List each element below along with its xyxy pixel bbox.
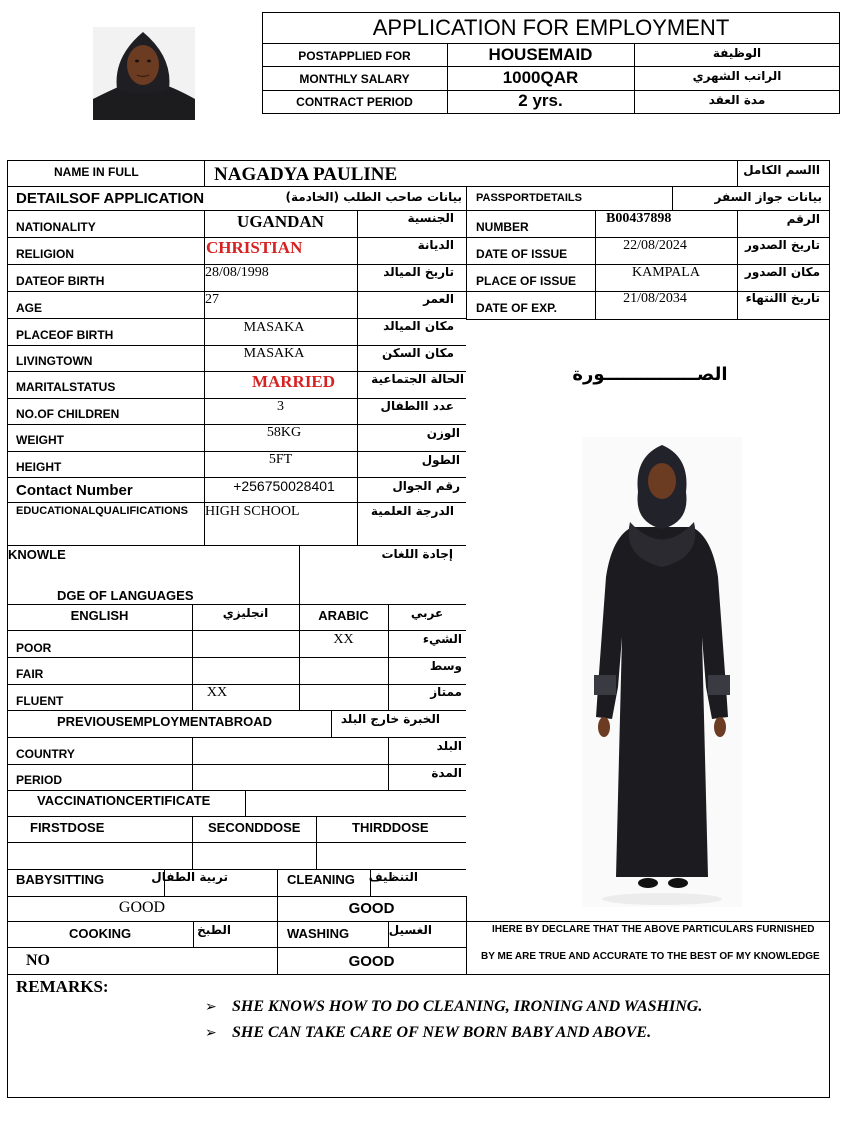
- cooking-label: COOKING: [69, 926, 132, 941]
- living-town-value: MASAKA: [243, 346, 305, 361]
- passport-header-arabic: بيانات جواز السفر: [714, 190, 822, 204]
- passport-expiry-value: 21/08/2034: [623, 291, 687, 306]
- english-column-label: ENGLISH: [70, 608, 129, 623]
- vaccination-second-dose: SECONDDOSE: [208, 820, 301, 835]
- passport-issue-place-label: PLACE OF ISSUE: [476, 274, 577, 288]
- nationality-value: UGANDAN: [237, 212, 324, 231]
- arabic-column-arabic: عربي: [410, 606, 444, 620]
- dob-value: 28/08/1998: [205, 265, 269, 280]
- cooking-value: NO: [26, 952, 50, 969]
- place-of-birth-value: MASAKA: [243, 320, 305, 335]
- name-arabic: االسم الكامل: [743, 163, 820, 177]
- declaration-line2: BY ME ARE TRUE AND ACCURATE TO THE BEST OF MY KNOWLEDGE: [481, 951, 820, 962]
- cleaning-label: CLEANING: [287, 872, 355, 887]
- employment-country-label: COUNTRY: [16, 747, 75, 761]
- vaccination-third-dose: THIRDDOSE: [352, 820, 429, 835]
- cleaning-arabic: التنظيف: [368, 870, 418, 884]
- cleaning-value: GOOD: [348, 900, 395, 917]
- monthly-salary-label: MONTHLY SALARY: [299, 72, 410, 86]
- children-label: NO.OF CHILDREN: [16, 407, 120, 421]
- education-value: HIGH SCHOOL: [205, 504, 300, 519]
- babysitting-value: GOOD: [118, 899, 166, 916]
- religion-label: RELIGION: [16, 247, 75, 261]
- vaccination-title: VACCINATIONCERTIFICATE: [37, 793, 211, 808]
- remarks-item: SHE KNOWS HOW TO DO CLEANING, IRONING AND WASHING.: [232, 998, 703, 1015]
- remarks-label: REMARKS:: [16, 977, 109, 996]
- age-label: AGE: [16, 301, 43, 315]
- monthly-salary-arabic: الراتب الشهري: [692, 69, 782, 83]
- lang-poor-arabic-mark: XX: [333, 632, 354, 647]
- vaccination-first-dose: FIRSTDOSE: [30, 820, 105, 835]
- form-title: APPLICATION FOR EMPLOYMENT: [372, 15, 730, 40]
- details-header-label: DETAILSOF APPLICATION: [16, 190, 205, 207]
- remarks-bullet: ➢: [205, 1024, 217, 1040]
- contact-number-label: Contact Number: [16, 482, 133, 499]
- education-label: EDUCATIONALQUALIFICATIONS: [16, 505, 188, 517]
- languages-title-line2: DGE OF LANGUAGES: [57, 588, 194, 603]
- remarks-item: SHE CAN TAKE CARE OF NEW BORN BABY AND ABOVE.: [232, 1024, 652, 1041]
- weight-arabic: الوزن: [426, 426, 460, 440]
- babysitting-arabic: تربية الطفال: [151, 870, 228, 884]
- contract-period-label: CONTRACT PERIOD: [296, 95, 413, 109]
- lang-fluent-label: FLUENT: [16, 694, 64, 708]
- post-applied-label: POSTAPPLIED FOR: [298, 49, 411, 63]
- lang-poor-arabic: الشيء: [422, 632, 462, 646]
- passport-issue-place-arabic: مكان الصدور: [744, 265, 820, 279]
- passport-issue-date-value: 22/08/2024: [623, 238, 687, 253]
- education-arabic: الدرجة العلمية: [370, 504, 454, 518]
- photo-caption: الصـــــــــــــــورة: [572, 364, 728, 385]
- religion-value: CHRISTIAN: [206, 238, 303, 257]
- remarks-bullet: ➢: [205, 998, 217, 1014]
- washing-arabic: الغسيل: [388, 923, 432, 937]
- washing-label: WASHING: [287, 926, 350, 941]
- cooking-arabic: الطبخ: [197, 923, 231, 937]
- marital-status-arabic: الحالة الجتماعية: [371, 372, 464, 386]
- full-body-photo: [582, 437, 742, 907]
- contact-number-arabic: رقم الجوال: [392, 479, 460, 493]
- passport-expiry-label: DATE OF EXP.: [476, 301, 557, 315]
- employment-period-label: PERIOD: [16, 773, 63, 787]
- dob-arabic: تاريخ الميالد: [383, 265, 454, 279]
- marital-status-label: MARITALSTATUS: [16, 380, 116, 394]
- name-label: NAME IN FULL: [54, 165, 139, 179]
- place-of-birth-label: PLACEOF BIRTH: [16, 328, 114, 342]
- employment-period-arabic: المدة: [431, 766, 462, 780]
- employment-title: PREVIOUSEMPLOYMENTABROAD: [57, 714, 272, 729]
- passport-number-value: B00437898: [606, 211, 672, 226]
- lang-fluent-arabic: ممتاز: [430, 685, 462, 699]
- passport-number-arabic: الرقم: [786, 212, 820, 226]
- age-value: 27: [205, 292, 219, 307]
- marital-status-value: MARRIED: [251, 372, 336, 391]
- employment-arabic: الخبرة خارج البلد: [340, 712, 440, 726]
- lang-fair-arabic: وسط: [429, 659, 462, 673]
- place-of-birth-arabic: مكان الميالد: [383, 319, 454, 333]
- english-column-arabic: انجليزي: [222, 606, 269, 620]
- passport-issue-place-value: KAMPALA: [632, 265, 700, 280]
- passport-issue-date-arabic: تاريخ الصدور: [745, 238, 820, 252]
- children-arabic: عدد االطفال: [380, 399, 454, 413]
- contract-period-arabic: مدة العقد: [708, 93, 766, 107]
- weight-value: 58KG: [266, 425, 302, 440]
- lang-poor-label: POOR: [16, 641, 52, 655]
- passport-number-label: NUMBER: [476, 220, 529, 234]
- nationality-label: NATIONALITY: [16, 220, 96, 234]
- monthly-salary-value: 1000QAR: [502, 68, 579, 87]
- living-town-arabic: مكان السكن: [382, 346, 454, 360]
- arabic-column-label: ARABIC: [318, 608, 369, 623]
- languages-title-line1: KNOWLE: [8, 547, 66, 562]
- nationality-arabic: الجنسية: [407, 211, 454, 225]
- passport-header-label: PASSPORTDETAILS: [476, 192, 582, 204]
- post-applied-arabic: الوظيفة: [712, 46, 762, 60]
- employment-country-arabic: البلد: [436, 739, 462, 753]
- declaration-line1: IHERE BY DECLARE THAT THE ABOVE PARTICULARS FURNISHED: [492, 924, 815, 935]
- passport-expiry-arabic: تاريخ االنتهاء: [745, 291, 820, 305]
- weight-label: WEIGHT: [16, 433, 64, 447]
- babysitting-label: BABYSITTING: [16, 872, 105, 887]
- dob-label: DATEOF BIRTH: [16, 274, 105, 288]
- contract-period-value: 2 yrs.: [518, 91, 563, 110]
- religion-arabic: الديانة: [417, 238, 454, 252]
- height-arabic: الطول: [421, 453, 460, 467]
- lang-fair-label: FAIR: [16, 667, 44, 681]
- washing-value: GOOD: [348, 953, 395, 970]
- children-value: 3: [277, 399, 284, 414]
- living-town-label: LIVINGTOWN: [16, 354, 93, 368]
- post-applied-value: HOUSEMAID: [488, 45, 593, 64]
- name-value: NAGADYA PAULINE: [214, 164, 398, 185]
- age-arabic: العمر: [423, 292, 454, 306]
- height-label: HEIGHT: [16, 460, 62, 474]
- contact-number-value: +256750028401: [233, 478, 335, 494]
- portrait-photo: [93, 27, 195, 120]
- height-value: 5FT: [268, 452, 293, 467]
- lang-fluent-english-mark: XX: [206, 685, 228, 700]
- languages-arabic-title: إجادة اللغات: [381, 547, 453, 561]
- passport-issue-date-label: DATE OF ISSUE: [476, 247, 568, 261]
- details-header-arabic: بيانات صاحب الطلب (الخادمة): [285, 190, 462, 204]
